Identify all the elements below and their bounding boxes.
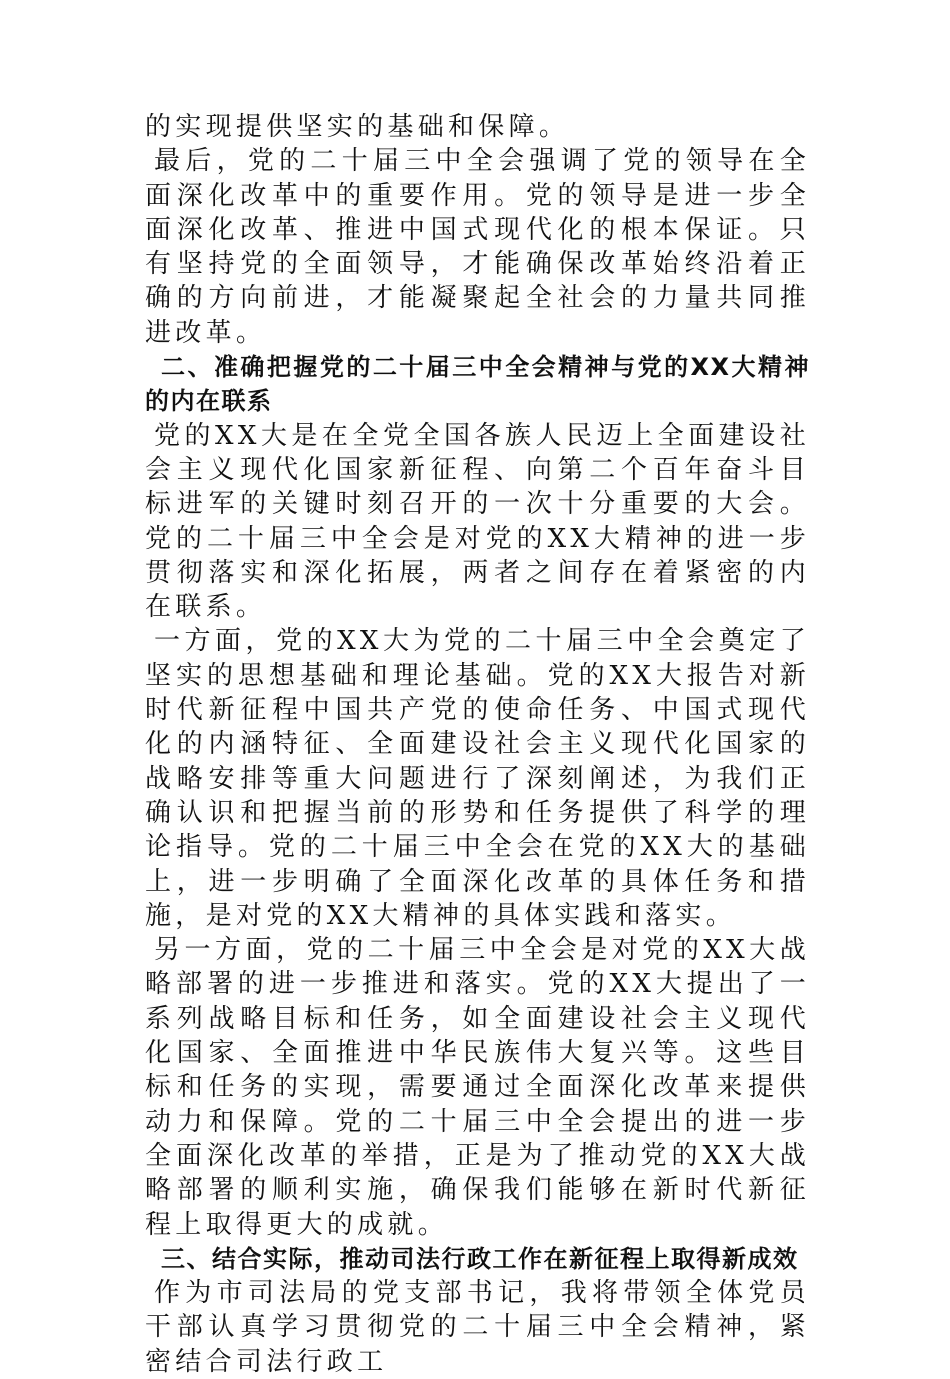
- paragraph-party-leadership: 最后，党的二十届三中全会强调了党的领导在全面深化改革中的重要作用。党的领导是进一步全面深化改革、推进中国式现代化的根本保证。只有坚持党的全面领导，才能确保改革始终沿着正确的方向前进，才能凝聚起全社会的力量共同推进改革。: [145, 146, 810, 348]
- paragraph-party-secretary: 作为市司法局的党支部书记，我将带领全体党员干部认真学习贯彻党的二十届三中全会精神，紧密结合司法行政工: [145, 1278, 810, 1377]
- paragraph-continuation: 的实现提供坚实的基础和保障。: [145, 112, 570, 142]
- paragraph-on-one-hand: 一方面，党的XX大为党的二十届三中全会奠定了坚实的思想基础和理论基础。党的XX大报告对新时代新征程中国共产党的使命任务、中国式现代化的内涵特征、全面建设社会主义现代化国家的战略安排等重大问题进行了深刻阐述，为我们正确认识和把握当前的形势和任务提供了科学的理论指导。党的二十届三中全会在党的XX大的基础上，进一步明确了全面深化改革的具体任务和措施，是对党的XX大精神的具体实践和落实。: [145, 626, 810, 931]
- document-page: [145, 110, 810, 1379]
- section-heading-2: 二、准确把握党的二十届三中全会精神与党的XX大精神的内在联系: [145, 353, 810, 416]
- section-heading-3: 三、结合实际，推动司法行政工作在新征程上取得新成效: [161, 1244, 799, 1273]
- paragraph-xx-congress: 党的XX大是在全党全国各族人民迈上全面建设社会主义现代化国家新征程、向第二个百年奋斗目标进军的关键时刻召开的一次十分重要的大会。党的二十届三中全会是对党的XX大精神的进一步贯彻落实和深化拓展，两者之间存在着紧密的内在联系。: [145, 420, 810, 623]
- paragraph-on-other-hand: 另一方面，党的二十届三中全会是对党的XX大战略部署的进一步推进和落实。党的XX大提出了一系列战略目标和任务，如全面建设社会主义现代化国家、全面推进中华民族伟大复兴等。这些目标和任务的实现，需要通过全面深化改革来提供动力和保障。党的二十届三中全会提出的进一步全面深化改革的举措，正是为了推动党的XX大战略部署的顺利实施，确保我们能够在新时代新征程上取得更大的成就。: [145, 935, 810, 1240]
